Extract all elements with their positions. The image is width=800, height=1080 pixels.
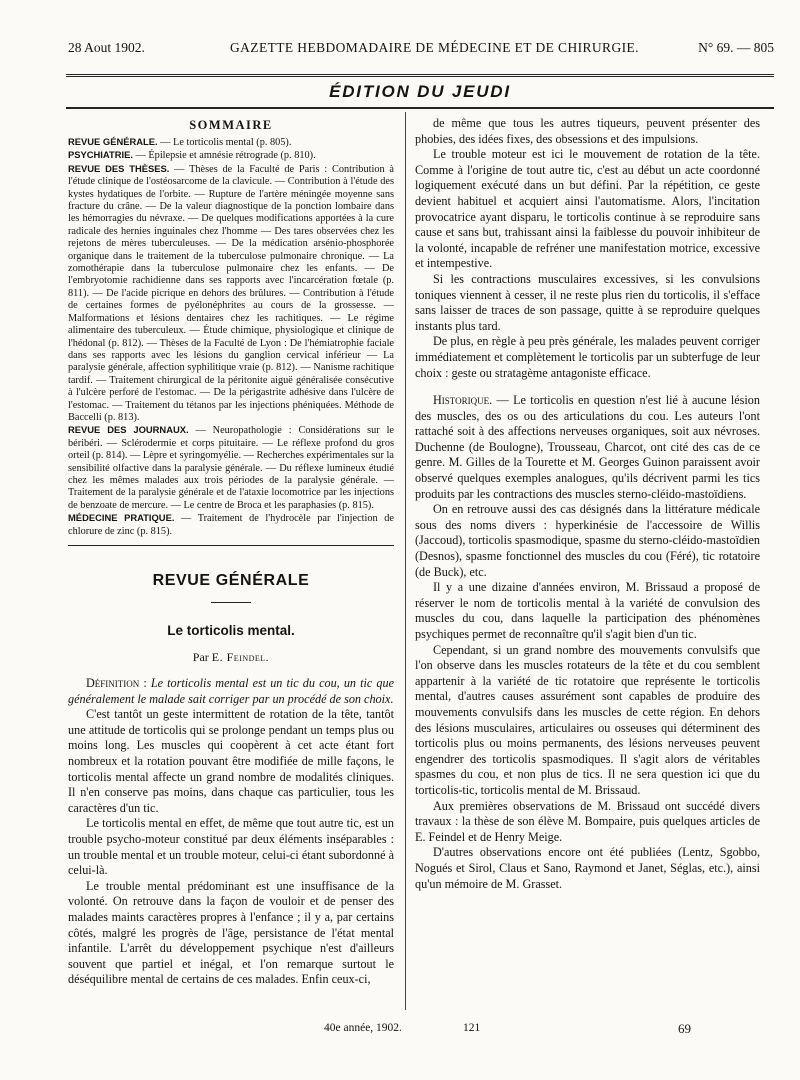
- body-paragraph: C'est tantôt un geste intermittent de rotation de la tête, tantôt une attitude de torticolis qui se prolonge pendant un temps plus ou moins long. Les muscles qui coopèrent à cet acte étant fort nombreux et la rotation pouvant être modifiée de mille façons, le torticolis mental affecte un grand nombre de modalités cliniques. Il n'en conserve pas moins, dans chaque cas particulier, tous les caractères d'un tic.: [68, 707, 394, 815]
- historique-label: Historique.: [433, 393, 493, 408]
- right-column: [415, 116, 760, 892]
- body-paragraph: Le trouble mental prédominant est une insuffisance de la volonté. On retrouve dans la façon de vouloir et de penser des malades maints caractères propres à l'enfance ; il y a, par certains côtés, malgré les progrès de l'âge, persistance de l'état mental infantile. L'arrêt du développement psychique n'est d'ailleurs souvent que partiel et inégal, et l'on remarque surtout le déséquilibre mental de certains de ces malades. Enfin ceux-ci,: [68, 878, 394, 987]
- summary-entry: [68, 163, 394, 425]
- journal-title: GAZETTE HEBDOMADAIRE DE MÉDECINE ET DE CHIRURGIE.: [230, 40, 639, 55]
- folio-number: 69: [678, 1021, 691, 1036]
- issue-date: 28 Aout 1902.: [68, 40, 145, 55]
- body-paragraph: On en retrouve aussi des cas désignés dans la littérature médicale sous des noms divers : hyperkinésie de l'accessoire de Willis (Jaccoud), torticolis spasmodique, spasme du sterno-cléido-mastoïdien (Desnos), spasme fonctionnel des muscles du cou (Féré), tic rotatoire (de Buck), etc.: [415, 502, 760, 579]
- article-body-left: [68, 676, 394, 988]
- page-footer: [68, 1022, 774, 1040]
- byline: [68, 650, 394, 665]
- historique-paragraph: [415, 393, 760, 502]
- body-paragraph: Si les contractions musculaires excessives, si les convulsions toniques viennent à cesser, il ne reste plus rien du torticolis, il s'efface sans laisser de traces de son passage, quitte à se reproduire quelques instants plus tard.: [415, 271, 760, 333]
- body-paragraph: D'autres observations encore ont été publiées (Lentz, Sgobbo, Nogués et Sirol, Claus et Sano, Raymond et Janet, Séglas, etc.), ainsi qu'un mémoire de M. Grasset.: [415, 845, 760, 891]
- header-divider: [66, 108, 774, 109]
- summary-entry-text: — Le torticolis mental (p. 805).: [157, 137, 292, 148]
- signature-mark: 121: [463, 1022, 481, 1034]
- historique-text: — Le torticolis en question n'est lié à aucune lésion des muscles, des os ou des articulations du cou. Les auteurs l'ont rattaché soit à des affections nerveuses organiques, soit aux névroses. Duchenne (de Boulogne), Trousseau, Charcot, ont cité des cas de ce genre. M. Gilles de la Tourette et M. Georges Guinon paraissent avoir observé quelques exemples analogues, qu'ils décrivent parmi les tics produits par les contractions des muscles sterno-cléido-mastoïdiens.: [415, 393, 760, 501]
- edition-title: ÉDITION DU JEUDI: [329, 82, 511, 101]
- body-paragraph: De plus, en règle à peu près générale, les malades peuvent corriger immédiatement et complètement le torticolis par un subterfuge de leur choix : geste ou stratagème antagoniste efficace.: [415, 334, 760, 380]
- body-paragraph: Cependant, si un grand nombre des mouvements convulsifs que l'on observe dans les muscles rotateurs de la tête et du cou semblent appartenir à la variété de tic rotatoire que représente le torticolis mental, d'autres causes assurément sont capables de produire des mouvements convulsifs dans les muscles de cette région. En dehors des lésions musculaires, articulaires ou osseuses qui déterminent des torticolis plus ou moins permanents, des lésions nerveuses peuvent engendrer des torticolis spasmodiques. Il s'agit alors de véritables spasmes du cou, et non plus de tics. Il ne sera question ici que du torticolis-tic, torticolis mental de M. Brissaud.: [415, 642, 760, 797]
- summary-entry-text: — Traitement de l'hydrocèle par l'injection de chlorure de zinc (p. 815).: [68, 513, 394, 537]
- body-paragraph: Le torticolis mental en effet, de même que tout autre tic, est un trouble psycho-moteur constitué par deux éléments inséparables : un trouble mental et un trouble moteur, celui-ci étant subordonné à celui-là.: [68, 816, 394, 878]
- section-gap: [415, 381, 760, 393]
- summary-list: [68, 136, 394, 538]
- issue-page-number: N° 69. — 805: [698, 40, 774, 55]
- summary-entry-text: — Neuropathologie : Considérations sur le béribéri. — Sclérodermie et corps pituitaire. — Le réflexe profond du gros orteil (p. 814). — Lèpre et syringomyélie. — Recherches expérimentales sur la sensibilité olfactive dans la paralysie générale. — Du réflexe lumineux étudié chez les mêmes malades aux trois périodes de la paralysie générale. — Traitement de la paralysie générale et de l'ataxie locomotrice par les injections de benzoate de mercure. — Le centre de Broca et les paraphasies (p. 815).: [68, 425, 394, 511]
- summary-entry: [68, 424, 394, 512]
- byline-prefix: Par: [192, 650, 212, 664]
- body-paragraph: Aux premières observations de M. Brissaud ont succédé divers travaux : la thèse de son élève M. Bompaire, puis quelques articles de E. Feindel et de Henry Meige.: [415, 798, 760, 844]
- summary-divider: [68, 545, 394, 546]
- summary-entry-text: — Thèses de la Faculté de Paris : Contribution à l'étude clinique de l'ostéosarcome de la clavicule. — Contribution à l'étude des kystes hydatiques de l'orbite. — Rupture de l'artère méningée moyenne sans fracture du crâne. — De la valeur diagnostique de la ponction lombaire dans les hémorragies du névraxe. — De quelques modifications apportées à la cure radicale des hernies inguinales chez l'homme — Des tares observées chez les rejetons de mères tuberculeuses. — De la médication arsénio-phosphorée organique dans le traitement de la tuberculose pulmonaire chronique. — La zomothérapie dans la tuberculose pulmonaire chez les enfants. — De l'embryotomie rachidienne dans ses rapports avec l'incarcération fœtale (p. 811). — De l'acide picrique en dehors des brûlures. — Contribution à l'étude de certaines formes de pyélonéphrites au cours de la grossesse. — Malformations et lésions dentaires chez les rachitiques. — Le régime alimentaire des tuberculeux. — Étude chimique, physiologique et clinique de l'hédonal (p. 812). — Thèses de la Faculté de Lyon : De l'hémiatrophie faciale dans ses rapports avec les lésions du ganglion cervical inférieur — La paralysie générale, affection syphilitique vraie (p. 812). — Nanisme rachitique tardif. — Traitement chirurgical de la péritonite aiguë généralisée consécutive à l'ulcère perforé de l'estomac. — De la périgastrite adhésive dans l'ulcère de l'estomac. — Traitement du tétanos par les injections phéniquées. Méthode de Baccelli (p. 813).: [68, 163, 394, 423]
- author-name: E. Feindel.: [211, 650, 270, 664]
- summary-entry-label: REVUE DES JOURNAUX.: [68, 424, 189, 436]
- edition-banner: [66, 74, 774, 108]
- running-header: [68, 38, 774, 60]
- definition-text: Le torticolis mental est un tic du cou, un tic que généralement le malade sait corriger par un procédé de son choix.: [68, 676, 394, 706]
- definition-paragraph: [68, 676, 394, 707]
- body-paragraph: Il y a une dizaine d'années environ, M. Brissaud a proposé de réserver le nom de torticolis mental à la variété de convulsion des muscles du cou, dans laquelle la participation des phénomènes psychiques permet de reconnaître qu'il s'agit bien d'un tic.: [415, 580, 760, 641]
- summary-heading: SOMMAIRE: [189, 118, 273, 132]
- body-paragraph: Le trouble moteur est ici le mouvement de rotation de la tête. Comme à l'origine de tout autre tic, c'est au début un acte coordonné logiquement exécuté dans un but défini. Par la répétition, ce geste devient habituel et acquiert ainsi l'automatisme. Alors, l'incitation provocatrice ayant disparu, le torticolis continue à se reproduire sans cause et sans but, trahissant ainsi la faiblesse du pouvoir inhibiteur de la volonté, incapable de refréner une manifestation motrice, excessive et intempestive.: [415, 147, 760, 271]
- article-body-right: [415, 116, 760, 892]
- summary-entry: [68, 136, 394, 149]
- summary-entry-label: PSYCHIATRIE.: [68, 149, 133, 161]
- body-paragraph: de même que tous les autres tiqueurs, peuvent présenter des phobies, des idées fixes, des obsessions et des impulsions.: [415, 116, 760, 146]
- summary-entry: [68, 149, 394, 162]
- left-column: [68, 116, 394, 988]
- article-title: Le torticolis mental.: [167, 623, 295, 638]
- section-title: REVUE GÉNÉRALE: [152, 572, 310, 589]
- title-divider: [211, 602, 251, 603]
- summary-entry-label: MÉDECINE PRATIQUE.: [68, 512, 175, 524]
- definition-label: Définition :: [86, 676, 147, 690]
- summary-entry-text: — Épilepsie et amnésie rétrograde (p. 810).: [132, 150, 316, 162]
- column-rule: [405, 112, 406, 1010]
- summary-entry-label: REVUE GÉNÉRALE.: [68, 136, 158, 147]
- volume-year: 40e année, 1902.: [324, 1022, 402, 1034]
- summary-entry: [68, 512, 394, 538]
- summary-entry-label: REVUE DES THÈSES.: [68, 162, 170, 174]
